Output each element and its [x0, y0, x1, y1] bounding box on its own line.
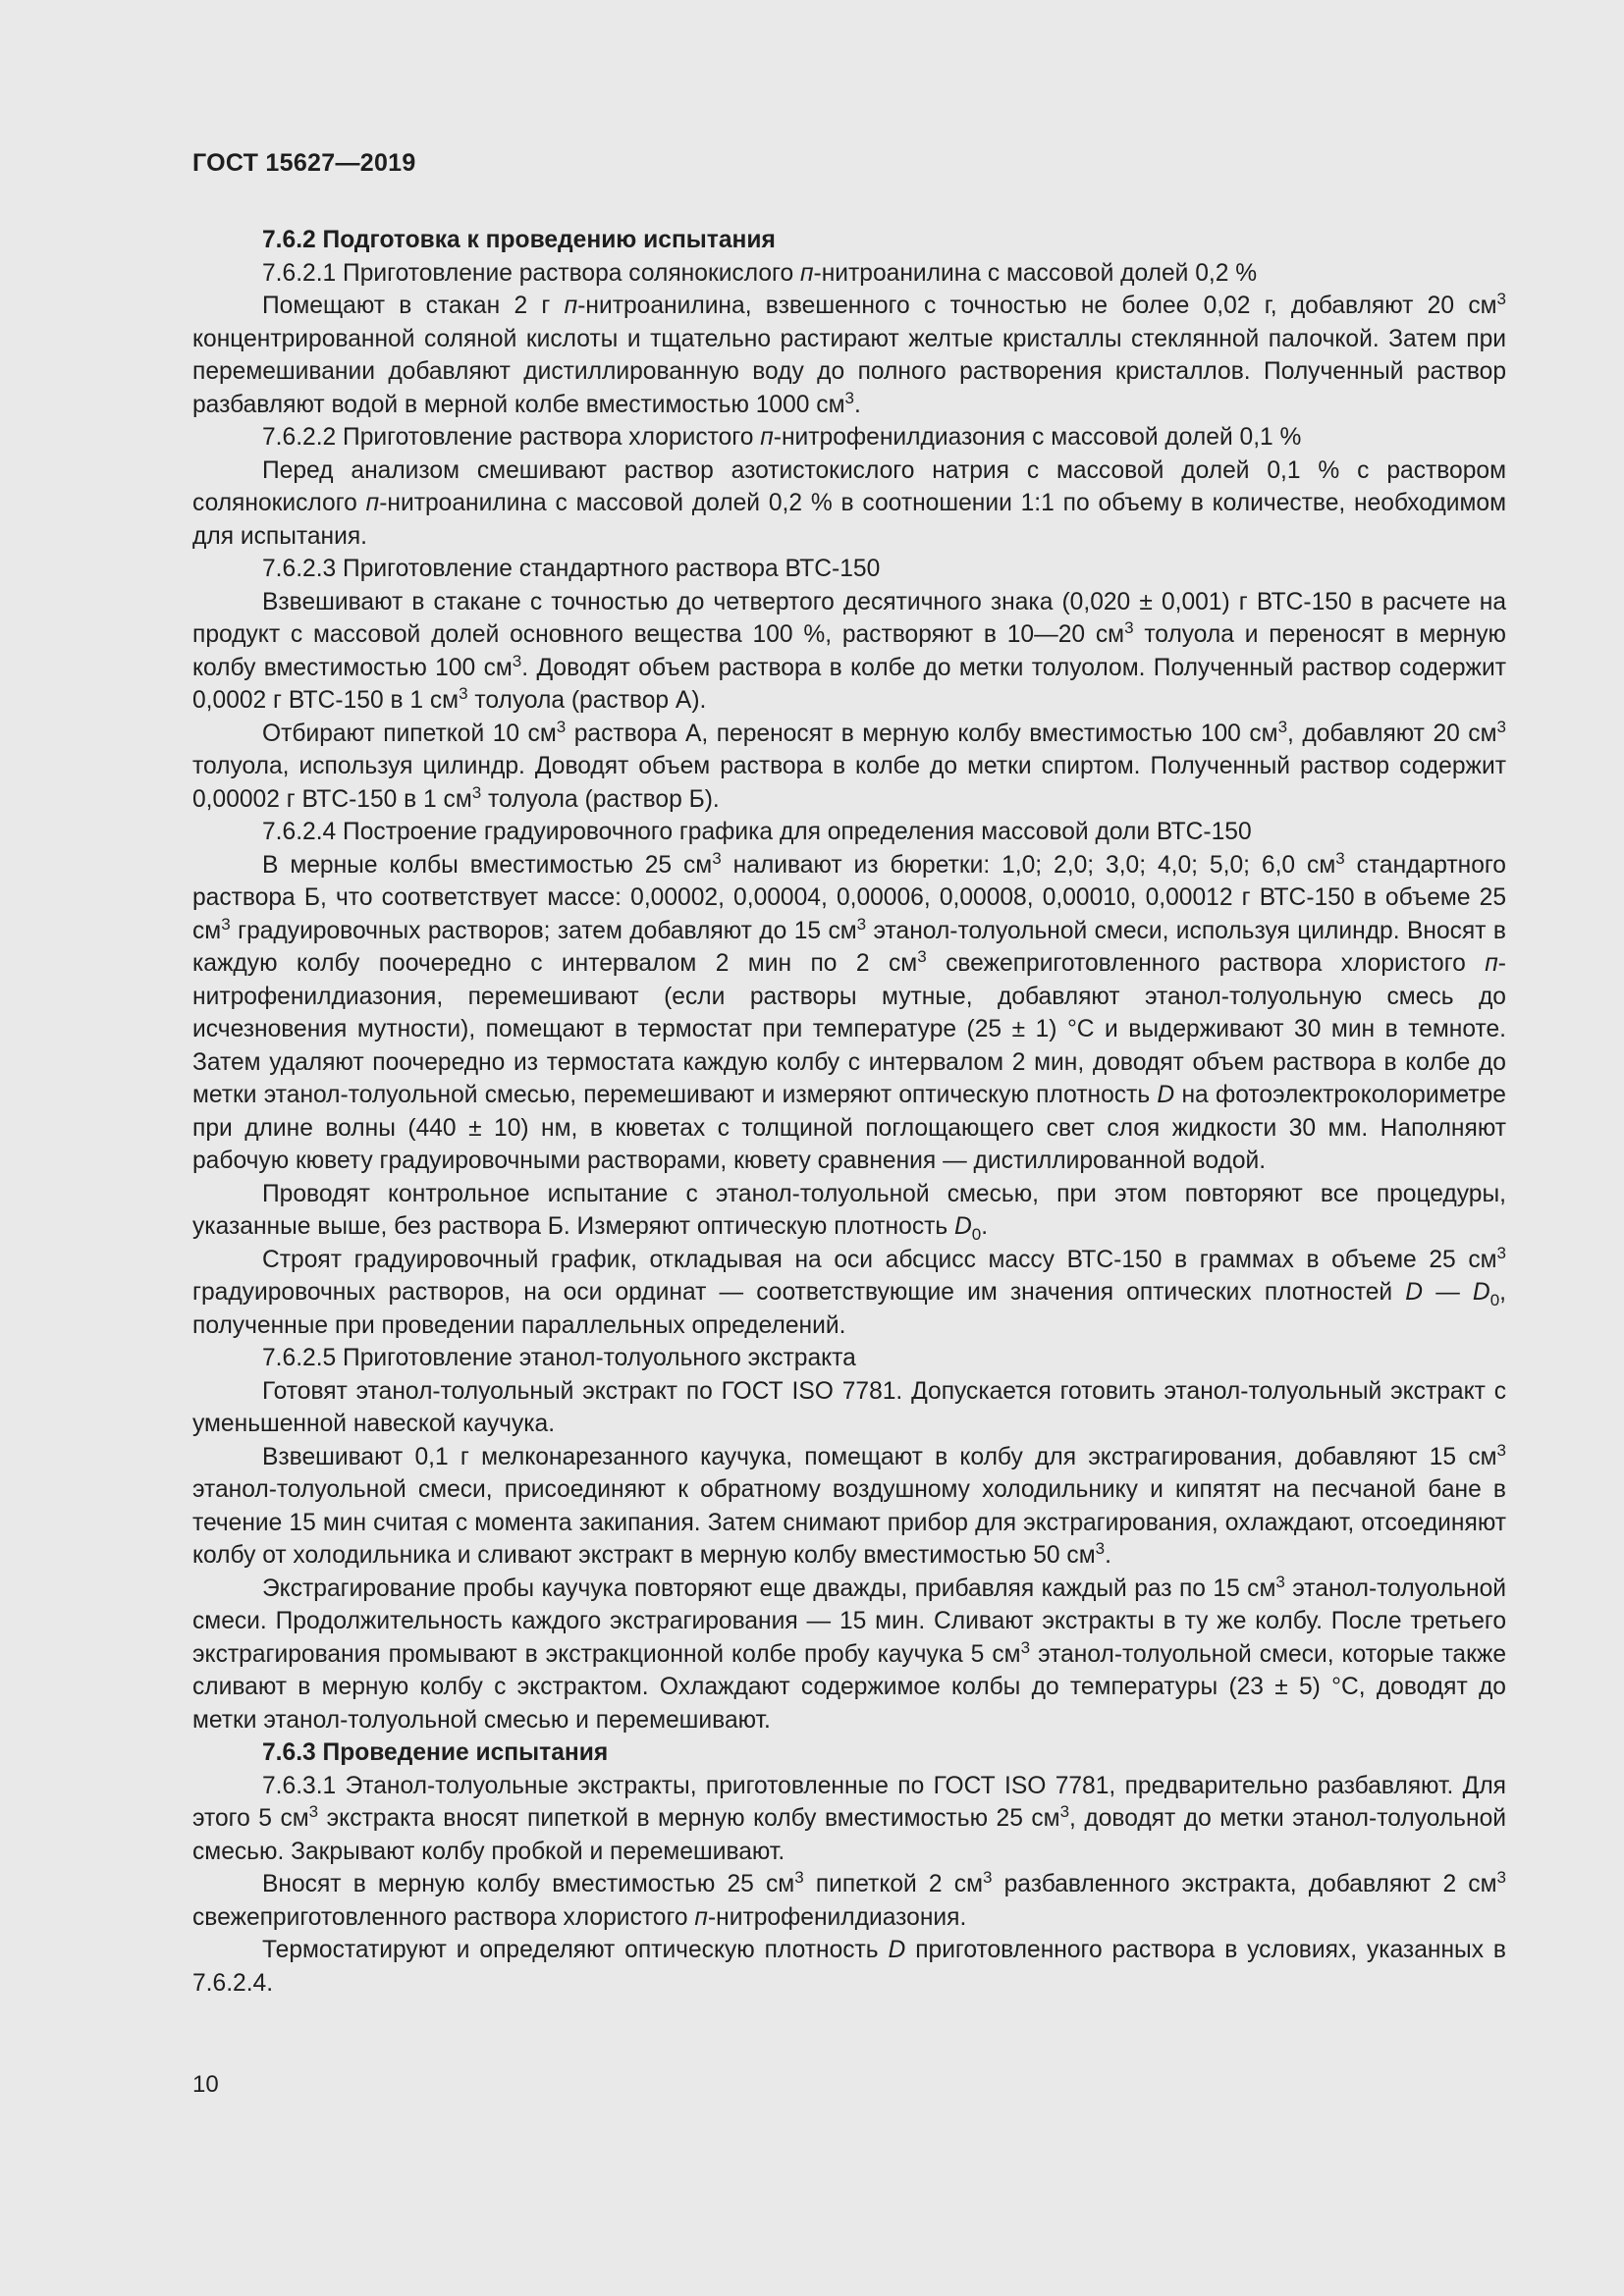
superscript: 3 — [856, 914, 867, 934]
body-paragraph — [192, 290, 1506, 421]
text-run: . Доводят объем раствора в колбе до метки толуолом. Полученный раствор содержит 0,0002 г ВТС-150 в 1 см — [192, 654, 1506, 714]
section-heading — [192, 1736, 1506, 1770]
superscript: 3 — [1496, 290, 1506, 308]
italic-symbol: D — [888, 1937, 906, 1963]
body-paragraph — [192, 1934, 1506, 2000]
superscript: 3 — [1275, 1572, 1285, 1591]
superscript: 3 — [308, 1802, 319, 1821]
text-run: , добавляют 20 см — [1287, 720, 1497, 747]
text-run: пипеткой 2 см — [803, 1871, 983, 1897]
text-run: этанол-толуольной смеси, присоединяют к обратному воздушному холодильнику и кипятят на песчаной бане в течение 15 мин считая с момента закипания. Затем снимают прибор для экстрагирования, охлаждают, отсоединяют колбу от холодильника и сливают экстракт в мерную колбу вместимостью 50 см — [192, 1476, 1506, 1569]
text-run: Перед анализом смешивают раствор азотистокислого натрия с массовой долей 0,1 % с раствором солянокислого — [192, 456, 1506, 516]
subscript: 0 — [971, 1225, 982, 1244]
body-paragraph — [192, 1441, 1506, 1573]
superscript: 3 — [712, 848, 722, 868]
superscript: 3 — [1020, 1637, 1031, 1657]
text-run: этанол-толуольной смеси, используя цилиндр. Вносят в каждую колбу поочередно с интервалом 2 мин по 2 см — [192, 917, 1506, 977]
text-run: Экстрагирование пробы каучука повторяют еще дважды, прибавляя каждый раз по 15 см — [262, 1575, 1276, 1602]
text-run: 7.6.2.3 Приготовление стандартного раствора ВТС-150 — [262, 556, 881, 582]
body-paragraph — [192, 849, 1506, 1178]
subsection-title — [192, 257, 1506, 291]
text-run: 7.6.2.4 Построение градуировочного графика для определения массовой доли ВТС-150 — [262, 819, 1252, 845]
text-run: разбавленного экстракта, добавляют 2 см — [992, 1871, 1497, 1897]
subsection-title — [192, 553, 1506, 586]
text-run: наливают из бюретки: 1,0; 2,0; 3,0; 4,0; 5,0; 6,0 см — [721, 851, 1336, 879]
text-run: концентрированной соляной кислоты и тщательно растирают желтые кристаллы стеклянной палочкой. Затем при перемешивании добавляют дистиллированную воду до полного растворения кристаллов. Полученный раствор разбавляют водой в мерной колбе вместимостью 1000 см — [192, 325, 1506, 418]
text-run: -нитрофенилдиазония с массовой долей 0,1 % — [773, 424, 1302, 451]
text-run: , доводят до метки этанол-толуольной смесью. Закрывают колбу пробкой и перемешивают. — [192, 1805, 1506, 1865]
italic-symbol: п — [1485, 950, 1498, 977]
body-paragraph — [192, 586, 1506, 718]
text-run: 7.6.2 Подготовка к проведению испытания — [262, 227, 776, 253]
text-run: толуола (раствор А). — [467, 687, 707, 714]
text-run: -нитрофенилдиазония. — [707, 1903, 967, 1931]
text-run: на фотоэлектроколориметре при длине волны (440 ± 10) нм, в кюветах с толщиной поглощающего свет слоя жидкости 30 мм. Наполняют рабочую кювету градуировочными растворами, кювету сравнения — дистиллированной водой. — [192, 1082, 1506, 1174]
text-run: — — [1423, 1279, 1473, 1306]
body-paragraph — [192, 1178, 1506, 1244]
text-run: толуола и переносят в мерную колбу вместимостью 100 см — [192, 621, 1507, 681]
text-run: -нитрофенилдиазония, перемешивают (если растворы мутные, добавляют этанол-толуольную смесь до исчезновения мутности), помещают в термостат при температуре (25 ± 1) °С и выдерживают 30 мин в темноте. Затем удаляют поочередно из термостата каждую колбу с интервалом 2 мин, доводят объем раствора в колбе до метки этанол-толуольной смесью, перемешивают и измеряют оптическую плотность — [192, 950, 1506, 1108]
text-run: градуировочных растворов; затем добавляют до 15 см — [230, 917, 857, 944]
italic-symbol: п — [760, 424, 774, 451]
body-paragraph — [192, 718, 1506, 817]
text-run: Взвешивают 0,1 г мелконарезанного каучука, помещают в колбу для экстрагирования, добавляют 15 см — [262, 1443, 1497, 1470]
text-run: 7.6.2.5 Приготовление этанол-толуольного экстракта — [262, 1345, 856, 1371]
italic-symbol: D — [954, 1213, 972, 1240]
superscript: 3 — [982, 1868, 993, 1887]
text-run: -нитроанилина, взвешенного с точностью не более 0,02 г, добавляют 20 см — [577, 293, 1497, 319]
text-run: -нитроанилина с массовой долей 0,2 % в соотношении 1:1 по объему в количестве, необходимом для испытания. — [192, 490, 1506, 550]
text-run: свежеприготовленного раствора хлористого — [192, 1903, 695, 1931]
superscript: 3 — [1277, 717, 1288, 736]
superscript: 3 — [844, 388, 854, 407]
text-run: . — [853, 391, 861, 418]
document-body — [192, 224, 1506, 2000]
text-run: В мерные колбы вместимостью 25 см — [262, 851, 713, 879]
superscript: 3 — [1496, 1243, 1506, 1262]
text-run: , полученные при проведении параллельных определений. — [192, 1279, 1506, 1339]
text-run: -нитроанилина с массовой долей 0,2 % — [813, 259, 1258, 287]
text-run: . — [981, 1213, 989, 1240]
text-run: стандартного раствора Б, что соответствует массе: 0,00002, 0,00004, 0,00006, 0,00008, 0,00010, 0,00012 г ВТС-150 в объеме 25 см — [192, 851, 1506, 944]
text-run: раствора А, переносят в мерную колбу вместимостью 100 см — [566, 720, 1278, 747]
text-run: 7.6.2.1 Приготовление раствора солянокислого — [262, 259, 800, 287]
text-run: 7.6.2.2 Приготовление раствора хлористого — [262, 424, 761, 451]
body-paragraph — [192, 1770, 1506, 1869]
superscript: 3 — [1059, 1802, 1070, 1821]
subsection-title — [192, 1342, 1506, 1375]
text-run: градуировочных растворов, на оси ординат — соответствующие им значения оптических плотностей — [192, 1279, 1406, 1306]
body-paragraph — [192, 1573, 1506, 1737]
superscript: 3 — [471, 782, 482, 802]
superscript: 3 — [1124, 618, 1134, 637]
text-run: толуола (раствор Б). — [481, 785, 720, 813]
text-run: Термостатируют и определяют оптическую плотность — [262, 1937, 889, 1963]
text-run: этанол-толуольной смеси. Продолжительность каждого экстрагирования — 15 мин. Сливают экстракты в ту же колбу. После третьего экстрагирования промывают в экстракционной колбе пробу каучука 5 см — [192, 1575, 1506, 1668]
superscript: 3 — [1496, 1440, 1506, 1460]
superscript: 3 — [1496, 717, 1506, 736]
italic-symbol: D — [1405, 1279, 1424, 1306]
text-run: Готовят этанол-толуольный экстракт по ГОСТ ISO 7781. Допускается готовить этанол-толуольный экстракт с уменьшенной навеской каучука. — [192, 1377, 1506, 1437]
text-run: Строят градуировочный график, откладывая на оси абсцисс массу ВТС-150 в граммах в объеме 25 см — [262, 1246, 1497, 1273]
text-run: Вносят в мерную колбу вместимостью 25 см — [262, 1871, 795, 1897]
text-run: Отбирают пипеткой 10 см — [262, 720, 557, 747]
superscript: 3 — [221, 914, 231, 934]
italic-symbol: п — [799, 259, 814, 287]
document-header: ГОСТ 15627—2019 — [192, 149, 416, 177]
superscript: 3 — [917, 947, 927, 966]
superscript: 3 — [512, 651, 522, 670]
body-paragraph — [192, 1375, 1506, 1441]
text-run: свежеприготовленного раствора хлористого — [926, 950, 1486, 977]
superscript: 3 — [1335, 848, 1345, 868]
superscript: 3 — [556, 717, 567, 736]
page-number: 10 — [192, 2071, 219, 2098]
body-paragraph — [192, 454, 1506, 554]
text-run: Проводят контрольное испытание с этанол-толуольной смесью, при этом повторяют все процедуры, указанные выше, без раствора Б. Измеряют оптическую плотность — [192, 1180, 1506, 1240]
text-run: Помещают в стакан 2 г — [262, 293, 565, 319]
text-run: этанол-толуольной смеси, которые также сливают в мерную колбу с экстрактом. Охлаждают содержимое колбы до температуры (23 ± 5) °С, доводят до метки этанол-толуольной смесью и перемешивают. — [192, 1640, 1507, 1734]
italic-symbol: п — [694, 1903, 708, 1931]
text-run: 7.6.3 Проведение испытания — [262, 1739, 609, 1766]
text-run: . — [1105, 1542, 1111, 1569]
italic-symbol: п — [365, 490, 380, 516]
italic-symbol: D — [1157, 1082, 1175, 1108]
text-run: 7.6.3.1 Этанол-толуольные экстракты, приготовленные по ГОСТ ISO 7781, предварительно разбавляют. Для этого 5 см — [192, 1772, 1506, 1832]
subscript: 0 — [1489, 1291, 1500, 1309]
body-paragraph — [192, 1244, 1506, 1343]
text-run: толуола, используя цилиндр. Доводят объем раствора в колбе до метки спиртом. Полученный раствор содержит 0,00002 г ВТС-150 в 1 см — [192, 753, 1506, 813]
body-paragraph — [192, 1868, 1506, 1934]
superscript: 3 — [459, 684, 468, 703]
italic-symbol: D — [1472, 1279, 1490, 1306]
superscript: 3 — [1496, 1868, 1506, 1887]
text-run: экстракта вносят пипеткой в мерную колбу вместимостью 25 см — [318, 1805, 1060, 1832]
italic-symbol: п — [564, 293, 578, 319]
section-heading — [192, 224, 1506, 257]
subsection-title — [192, 421, 1506, 454]
text-run: Взвешивают в стакане с точностью до четвертого десятичного знака (0,020 ± 0,001) г ВТС-150 в расчете на продукт с массовой долей основного вещества 100 %, растворяют в 10—20 см — [192, 588, 1506, 648]
superscript: 3 — [794, 1868, 804, 1887]
subsection-title — [192, 816, 1506, 849]
text-run: приготовленного раствора в условиях, указанных в 7.6.2.4. — [192, 1937, 1506, 1997]
superscript: 3 — [1095, 1539, 1106, 1558]
